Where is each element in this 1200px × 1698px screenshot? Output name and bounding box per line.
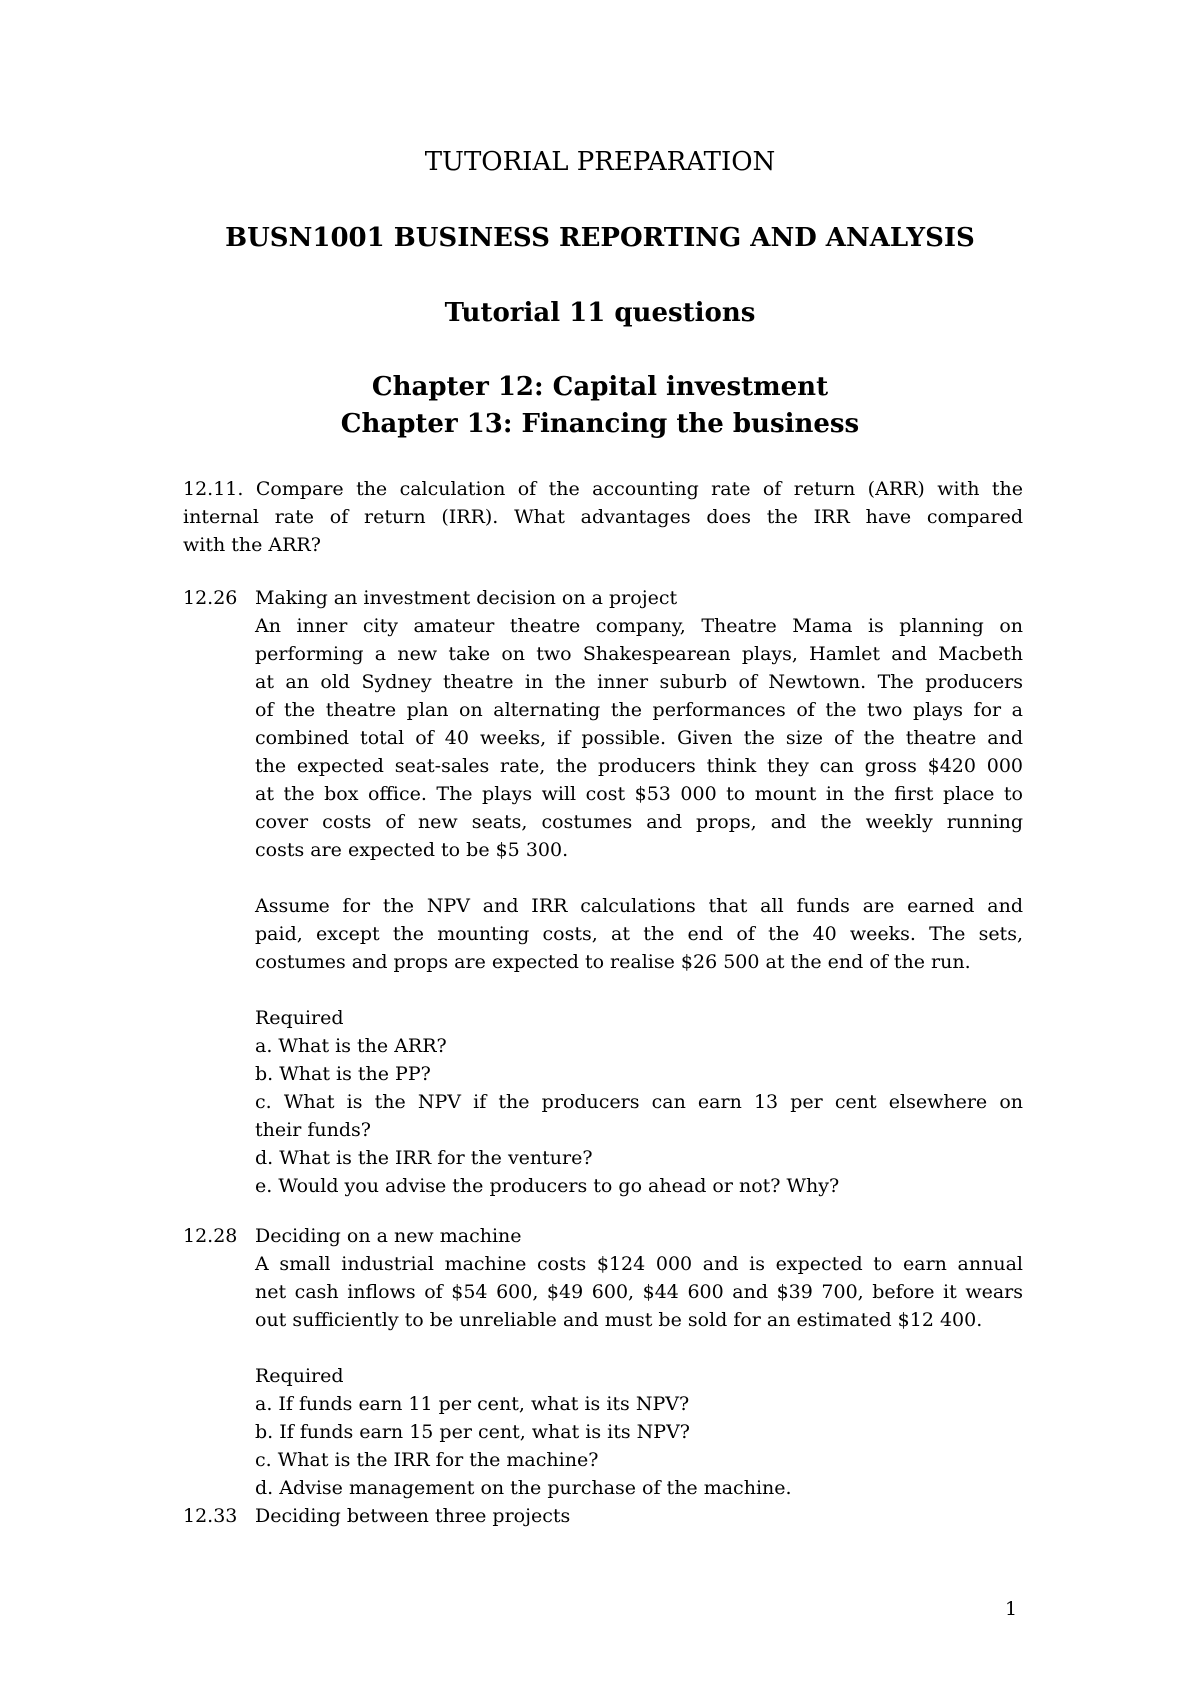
question-title: Deciding between three projects: [255, 1505, 571, 1527]
paragraph-line: cover costs of new seats, costumes and props, and the weekly running: [255, 811, 1023, 833]
paragraph-line: costumes and props are expected to realise $26 500 at the end of the run.: [255, 951, 971, 973]
required-item: c. What is the IRR for the machine?: [255, 1449, 599, 1471]
paragraph-line: at the box office. The plays will cost $53 000 to mount in the first place to: [255, 783, 1023, 805]
doc-heading-tutorial-number: Tutorial 11 questions: [444, 298, 756, 328]
doc-heading-course: BUSN1001 BUSINESS REPORTING AND ANALYSIS: [225, 223, 975, 253]
required-item: b. What is the PP?: [255, 1063, 431, 1085]
page-number: 1: [1005, 1598, 1018, 1620]
blank-line: [255, 976, 1023, 1004]
required-item: d. Advise management on the purchase of the machine.: [255, 1477, 792, 1499]
question-12-11: [183, 475, 1023, 559]
paragraph-line: of the theatre plan on alternating the performances of the two plays for a: [255, 699, 1023, 721]
required-item: b. If funds earn 15 per cent, what is its NPV?: [255, 1421, 690, 1443]
required-item: a. What is the ARR?: [255, 1035, 447, 1057]
question-12-33-body: [255, 1502, 1023, 1530]
required-label: Required: [255, 1007, 344, 1029]
doc-heading-chapter-12: Chapter 12: Capital investment: [371, 372, 829, 402]
question-12-11-line: with the ARR?: [183, 534, 321, 556]
question-12-11-line: internal rate of return (IRR). What advantages does the IRR have compared: [183, 506, 1023, 528]
paragraph-line: costs are expected to be $5 300.: [255, 839, 569, 861]
doc-heading-chapter-13: Chapter 13: Financing the business: [340, 409, 860, 439]
question-12-26-body: [255, 584, 1023, 1200]
paragraph-line: out sufficiently to be unreliable and must be sold for an estimated $12 400.: [255, 1309, 983, 1331]
paragraph-line: performing a new take on two Shakespearean plays, Hamlet and Macbeth: [255, 643, 1023, 665]
paragraph-line: A small industrial machine costs $124 000 and is expected to earn annual: [255, 1253, 1023, 1275]
question-title: Deciding on a new machine: [255, 1225, 522, 1247]
paragraph-line: the expected seat-sales rate, the producers think they can gross $420 000: [255, 755, 1023, 777]
blank-line: [255, 1334, 1023, 1362]
required-item: c. What is the NPV if the producers can earn 13 per cent elsewhere on: [255, 1091, 1023, 1113]
required-item: e. Would you advise the producers to go ahead or not? Why?: [255, 1175, 840, 1197]
paragraph-line: at an old Sydney theatre in the inner suburb of Newtown. The producers: [255, 671, 1023, 693]
paragraph-line: combined total of 40 weeks, if possible. Given the size of the theatre and: [255, 727, 1023, 749]
question-number-12-26: 12.26: [183, 587, 238, 609]
question-number-12-28: 12.28: [183, 1225, 238, 1247]
required-item: a. If funds earn 11 per cent, what is its NPV?: [255, 1393, 690, 1415]
question-number-12-33: 12.33: [183, 1505, 238, 1527]
required-item: d. What is the IRR for the venture?: [255, 1147, 593, 1169]
doc-heading-tutorial-preparation: TUTORIAL PREPARATION: [424, 147, 776, 177]
question-title: Making an investment decision on a project: [255, 587, 678, 609]
paragraph-line: Assume for the NPV and IRR calculations that all funds are earned and: [255, 895, 1023, 917]
required-label: Required: [255, 1365, 344, 1387]
paragraph-line: An inner city amateur theatre company, Theatre Mama is planning on: [255, 615, 1023, 637]
paragraph-line: net cash inflows of $54 600, $49 600, $44 600 and $39 700, before it wears: [255, 1281, 1023, 1303]
question-12-11-line: 12.11. Compare the calculation of the accounting rate of return (ARR) with the: [183, 478, 1023, 500]
blank-line: [255, 864, 1023, 892]
required-item: their funds?: [255, 1119, 371, 1141]
paragraph-line: paid, except the mounting costs, at the end of the 40 weeks. The sets,: [255, 923, 1023, 945]
question-12-28-body: [255, 1222, 1023, 1502]
